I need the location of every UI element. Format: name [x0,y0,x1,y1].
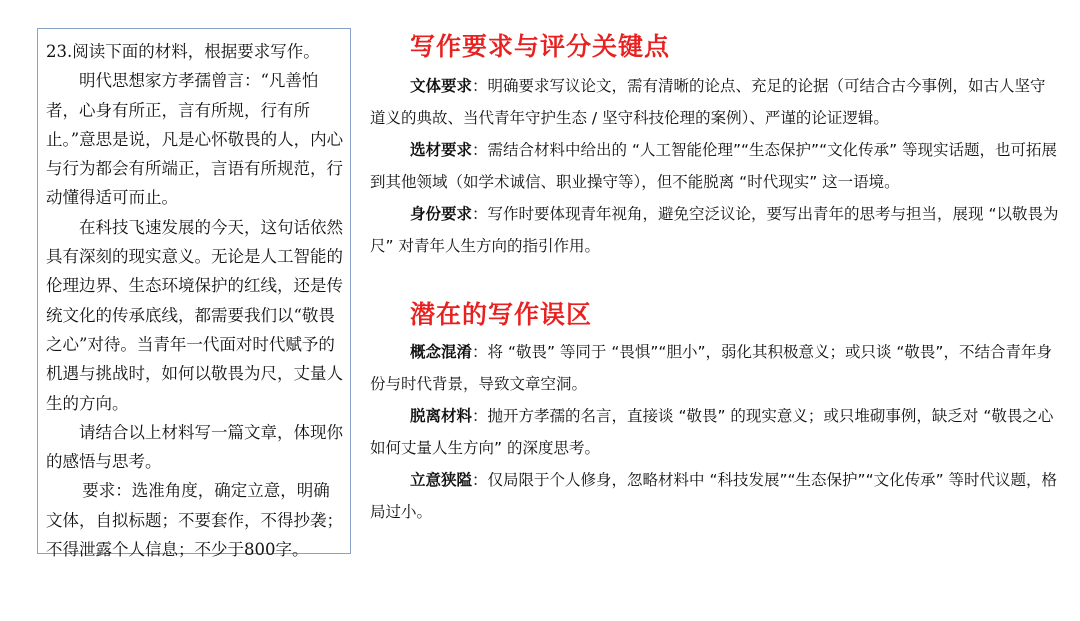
item-narrow-theme [370,464,1060,528]
item-off-material [370,400,1060,464]
item-text: ：写作时要体现青年视角，避免空泛议论，要写出青年的思考与担当，展现 “以敬畏为尺” 对青年人生方向的指引作用。 [370,205,1059,255]
item-text: ：将 “敬畏” 等同于 “畏惧”“胆小”，弱化其积极意义；或只谈 “敬畏”，不结合青年身份与时代背景，导致文章空洞。 [370,343,1052,393]
item-genre-requirement [370,70,1060,134]
item-label: 概念混淆 [410,343,473,361]
material-paragraph-requirements: 要求：选准角度，确定立意，明确文体，自拟标题；不要套作，不得抄袭；不得泄露个人信息；不少于800字。 [46,481,343,560]
item-concept-confusion [370,336,1060,400]
material-paragraph-quote: 明代思想家方孝孺曾言：“凡善怕者，心身有所正，言有所规，行有所止。”意思是说，凡是心怀敬畏的人，内心与行为都会有所端正，言语有所规范，行动懂得适可而止。 [46,71,344,208]
item-identity-requirement [370,198,1060,262]
analysis-panel [370,30,1060,528]
item-text: ：抛开方孝孺的名言，直接谈 “敬畏” 的现实意义；或只堆砌事例，缺乏对 “敬畏之心如何丈量人生方向” 的深度思考。 [370,407,1054,457]
material-box [37,28,351,560]
section-title-pitfalls: 潜在的写作误区 [410,300,593,329]
section-title-requirements: 写作要求与评分关键点 [410,32,671,61]
material-paragraph-context: 在科技飞速发展的今天，这句话依然具有深刻的现实意义。无论是人工智能的伦理边界、生态环境保护的红线，还是传统文化的传承底线，都需要我们以“敬畏之心”对待。当青年一代面对时代赋予的机遇与挑战时，如何以敬畏为尺，丈量人生的方向。 [46,217,343,413]
item-text: ：需结合材料中给出的 “人工智能伦理”“生态保护”“文化传承” 等现实话题，也可拓展到其他领域（如学术诚信、职业操守等），但不能脱离 “时代现实” 这一语境。 [370,141,1058,191]
item-text: ：明确要求写议论文，需有清晰的论点、充足的论据（可结合古今事例，如古人坚守道义的典故、当代青年守护生态 / 坚守科技伦理的案例）、严谨的论证逻辑。 [370,77,1046,127]
item-label: 脱离材料 [410,407,473,425]
section-writing-pitfalls [370,298,1060,528]
material-paragraph-instruction: 请结合以上材料写一篇文章，体现你的感悟与思考。 [46,422,343,472]
section-writing-requirements [370,30,1060,262]
question-heading: 23.阅读下面的材料，根据要求写作。 [46,42,320,61]
item-label: 身份要求 [410,205,473,223]
item-text: ：仅局限于个人修身，忽略材料中 “科技发展”“生态保护”“文化传承” 等时代议题，格局过小。 [370,471,1058,521]
item-material-requirement [370,134,1060,198]
item-label: 立意狭隘 [410,471,473,489]
item-label: 选材要求 [410,141,473,159]
item-label: 文体要求 [410,77,473,95]
